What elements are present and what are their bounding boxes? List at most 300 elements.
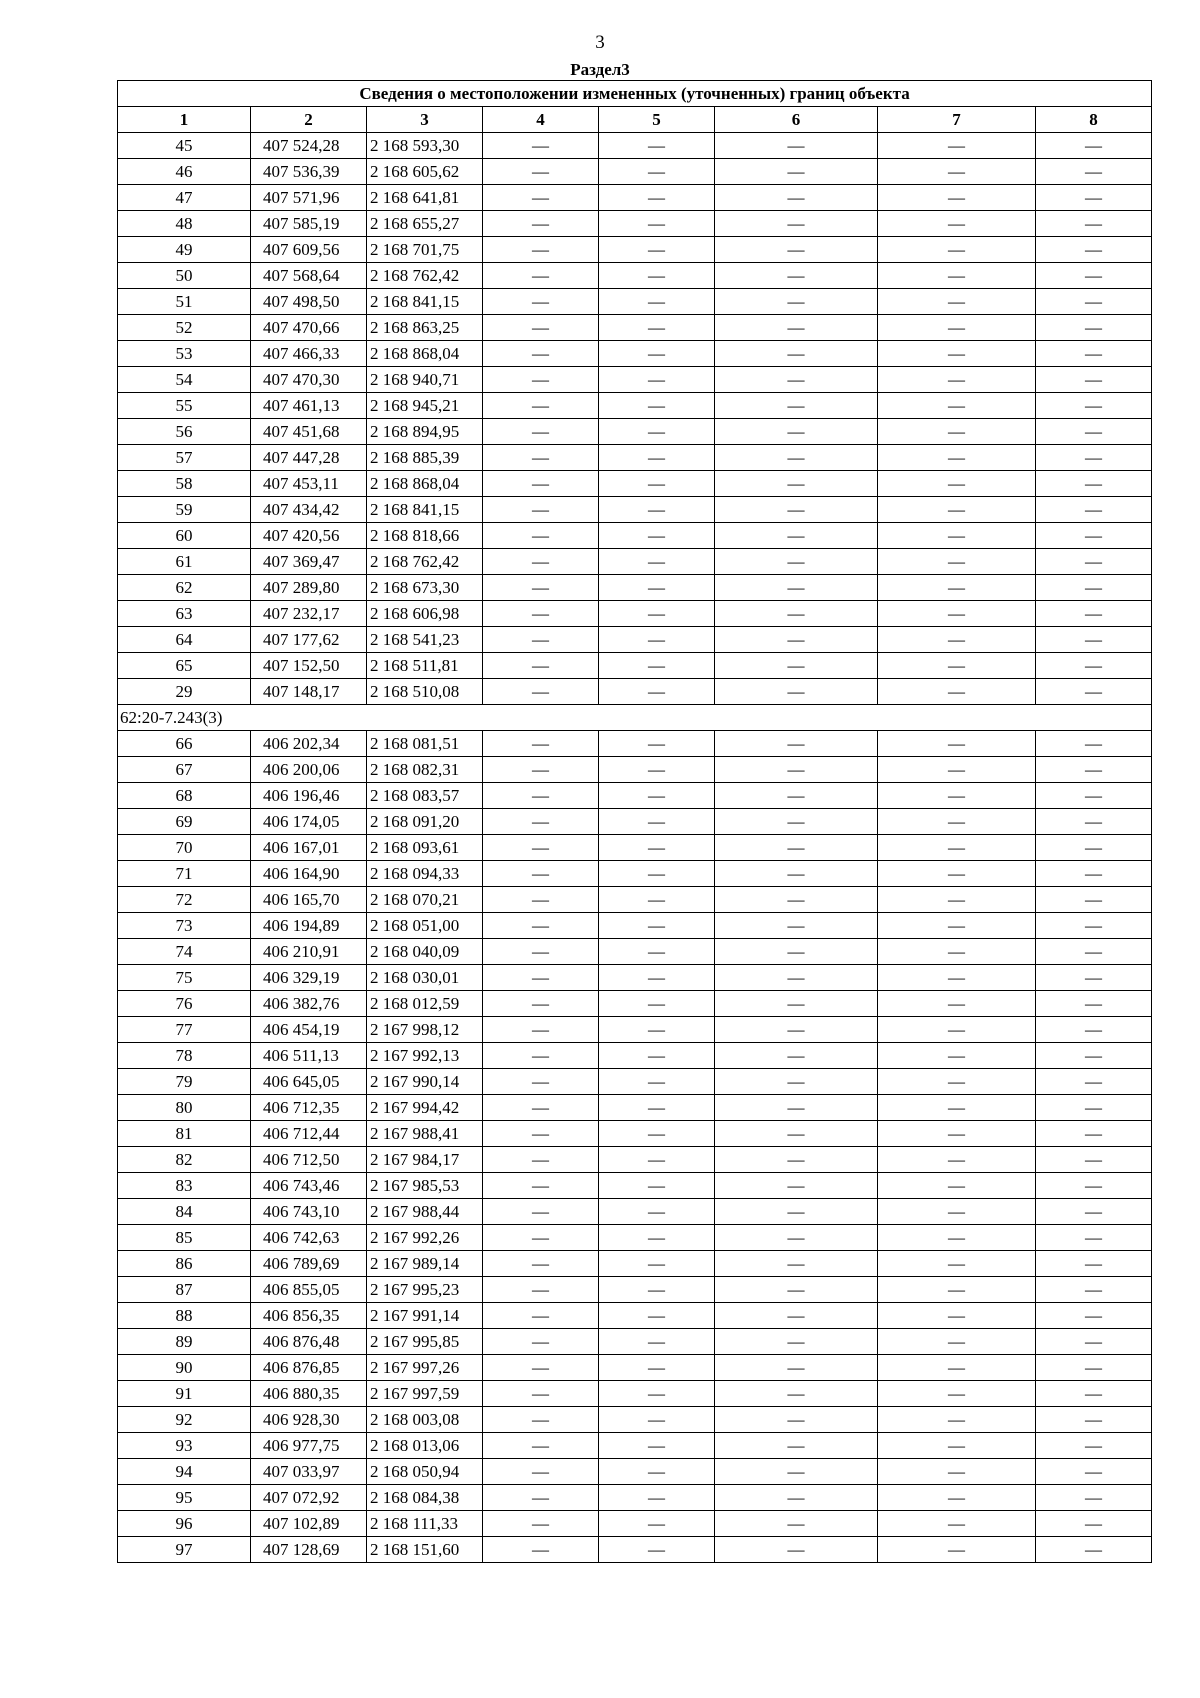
dash-cell: — bbox=[715, 263, 878, 289]
dash-cell: — bbox=[878, 315, 1036, 341]
dash-cell: — bbox=[1036, 237, 1152, 263]
table-row bbox=[118, 133, 1152, 159]
x-coordinate-cell: 407 232,17 bbox=[251, 601, 367, 627]
table-row bbox=[118, 263, 1152, 289]
point-number-cell: 80 bbox=[118, 1095, 251, 1121]
dash-cell: — bbox=[715, 471, 878, 497]
dash-cell: — bbox=[878, 861, 1036, 887]
dash-cell: — bbox=[715, 1511, 878, 1537]
dash-cell: — bbox=[1036, 1329, 1152, 1355]
y-coordinate-cell: 2 167 992,26 bbox=[367, 1225, 483, 1251]
dash-cell: — bbox=[715, 913, 878, 939]
dash-cell: — bbox=[1036, 1225, 1152, 1251]
point-number-cell: 88 bbox=[118, 1303, 251, 1329]
dash-cell: — bbox=[878, 133, 1036, 159]
x-coordinate-cell: 407 072,92 bbox=[251, 1485, 367, 1511]
dash-cell: — bbox=[599, 1277, 715, 1303]
dash-cell: — bbox=[878, 601, 1036, 627]
x-coordinate-cell: 406 876,85 bbox=[251, 1355, 367, 1381]
dash-cell: — bbox=[599, 289, 715, 315]
dash-cell: — bbox=[483, 1121, 599, 1147]
point-number-cell: 63 bbox=[118, 601, 251, 627]
x-coordinate-cell: 407 102,89 bbox=[251, 1511, 367, 1537]
dash-cell: — bbox=[483, 601, 599, 627]
dash-cell: — bbox=[599, 393, 715, 419]
point-number-cell: 55 bbox=[118, 393, 251, 419]
dash-cell: — bbox=[878, 1225, 1036, 1251]
point-number-cell: 47 bbox=[118, 185, 251, 211]
dash-cell: — bbox=[483, 1355, 599, 1381]
y-coordinate-cell: 2 168 510,08 bbox=[367, 679, 483, 705]
dash-cell: — bbox=[483, 861, 599, 887]
dash-cell: — bbox=[1036, 445, 1152, 471]
x-coordinate-cell: 407 609,56 bbox=[251, 237, 367, 263]
dash-cell: — bbox=[878, 1095, 1036, 1121]
dash-cell: — bbox=[599, 731, 715, 757]
dash-cell: — bbox=[1036, 263, 1152, 289]
table-row bbox=[118, 1043, 1152, 1069]
x-coordinate-cell: 407 289,80 bbox=[251, 575, 367, 601]
dash-cell: — bbox=[878, 523, 1036, 549]
y-coordinate-cell: 2 168 605,62 bbox=[367, 159, 483, 185]
point-number-cell: 67 bbox=[118, 757, 251, 783]
dash-cell: — bbox=[599, 1147, 715, 1173]
dash-cell: — bbox=[599, 445, 715, 471]
x-coordinate-cell: 406 164,90 bbox=[251, 861, 367, 887]
dash-cell: — bbox=[715, 731, 878, 757]
dash-cell: — bbox=[483, 1225, 599, 1251]
table-row bbox=[118, 627, 1152, 653]
dash-cell: — bbox=[599, 185, 715, 211]
dash-cell: — bbox=[715, 1173, 878, 1199]
point-number-cell: 73 bbox=[118, 913, 251, 939]
dash-cell: — bbox=[1036, 1069, 1152, 1095]
dash-cell: — bbox=[483, 549, 599, 575]
dash-cell: — bbox=[715, 601, 878, 627]
dash-cell: — bbox=[878, 965, 1036, 991]
dash-cell: — bbox=[878, 1303, 1036, 1329]
dash-cell: — bbox=[599, 627, 715, 653]
table-row bbox=[118, 809, 1152, 835]
dash-cell: — bbox=[878, 1147, 1036, 1173]
y-coordinate-cell: 2 168 818,66 bbox=[367, 523, 483, 549]
y-coordinate-cell: 2 168 013,06 bbox=[367, 1433, 483, 1459]
point-number-cell: 66 bbox=[118, 731, 251, 757]
y-coordinate-cell: 2 168 655,27 bbox=[367, 211, 483, 237]
dash-cell: — bbox=[715, 1329, 878, 1355]
dash-cell: — bbox=[1036, 1355, 1152, 1381]
dash-cell: — bbox=[1036, 211, 1152, 237]
table-row bbox=[118, 653, 1152, 679]
y-coordinate-cell: 2 168 885,39 bbox=[367, 445, 483, 471]
dash-cell: — bbox=[1036, 653, 1152, 679]
dash-cell: — bbox=[1036, 419, 1152, 445]
dash-cell: — bbox=[599, 1043, 715, 1069]
x-coordinate-cell: 407 466,33 bbox=[251, 341, 367, 367]
table-row bbox=[118, 315, 1152, 341]
dash-cell: — bbox=[715, 887, 878, 913]
dash-cell: — bbox=[483, 367, 599, 393]
dash-cell: — bbox=[878, 1199, 1036, 1225]
table-row bbox=[118, 1511, 1152, 1537]
column-header: 2 bbox=[251, 107, 367, 133]
y-coordinate-cell: 2 167 990,14 bbox=[367, 1069, 483, 1095]
column-header: 5 bbox=[599, 107, 715, 133]
point-number-cell: 79 bbox=[118, 1069, 251, 1095]
dash-cell: — bbox=[599, 679, 715, 705]
dash-cell: — bbox=[878, 497, 1036, 523]
dash-cell: — bbox=[1036, 1433, 1152, 1459]
table-row bbox=[118, 393, 1152, 419]
table-row bbox=[118, 1537, 1152, 1563]
y-coordinate-cell: 2 167 988,41 bbox=[367, 1121, 483, 1147]
dash-cell: — bbox=[483, 263, 599, 289]
column-header: 6 bbox=[715, 107, 878, 133]
x-coordinate-cell: 407 461,13 bbox=[251, 393, 367, 419]
y-coordinate-cell: 2 168 641,81 bbox=[367, 185, 483, 211]
dash-cell: — bbox=[483, 419, 599, 445]
dash-cell: — bbox=[1036, 965, 1152, 991]
dash-cell: — bbox=[715, 965, 878, 991]
dash-cell: — bbox=[483, 497, 599, 523]
table-row bbox=[118, 835, 1152, 861]
dash-cell: — bbox=[715, 419, 878, 445]
dash-cell: — bbox=[1036, 1173, 1152, 1199]
table-row bbox=[118, 1173, 1152, 1199]
dash-cell: — bbox=[1036, 835, 1152, 861]
dash-cell: — bbox=[715, 835, 878, 861]
table-row bbox=[118, 1329, 1152, 1355]
y-coordinate-cell: 2 168 673,30 bbox=[367, 575, 483, 601]
dash-cell: — bbox=[715, 627, 878, 653]
x-coordinate-cell: 407 148,17 bbox=[251, 679, 367, 705]
dash-cell: — bbox=[483, 1147, 599, 1173]
dash-cell: — bbox=[715, 1381, 878, 1407]
point-number-cell: 89 bbox=[118, 1329, 251, 1355]
x-coordinate-cell: 406 712,50 bbox=[251, 1147, 367, 1173]
y-coordinate-cell: 2 168 863,25 bbox=[367, 315, 483, 341]
dash-cell: — bbox=[599, 1511, 715, 1537]
table-row bbox=[118, 1407, 1152, 1433]
point-number-cell: 75 bbox=[118, 965, 251, 991]
x-coordinate-cell: 406 712,44 bbox=[251, 1121, 367, 1147]
column-header: 8 bbox=[1036, 107, 1152, 133]
dash-cell: — bbox=[483, 913, 599, 939]
dash-cell: — bbox=[483, 1329, 599, 1355]
point-number-cell: 53 bbox=[118, 341, 251, 367]
dash-cell: — bbox=[483, 523, 599, 549]
x-coordinate-cell: 407 536,39 bbox=[251, 159, 367, 185]
table-body bbox=[118, 133, 1152, 1563]
dash-cell: — bbox=[483, 1459, 599, 1485]
dash-cell: — bbox=[1036, 1407, 1152, 1433]
dash-cell: — bbox=[1036, 497, 1152, 523]
dash-cell: — bbox=[715, 523, 878, 549]
dash-cell: — bbox=[599, 315, 715, 341]
point-number-cell: 65 bbox=[118, 653, 251, 679]
dash-cell: — bbox=[878, 1329, 1036, 1355]
table-row bbox=[118, 549, 1152, 575]
dash-cell: — bbox=[715, 575, 878, 601]
dash-cell: — bbox=[599, 471, 715, 497]
dash-cell: — bbox=[599, 497, 715, 523]
y-coordinate-cell: 2 168 081,51 bbox=[367, 731, 483, 757]
dash-cell: — bbox=[878, 263, 1036, 289]
table-row bbox=[118, 679, 1152, 705]
y-coordinate-cell: 2 168 082,31 bbox=[367, 757, 483, 783]
dash-cell: — bbox=[715, 1121, 878, 1147]
dash-cell: — bbox=[878, 1277, 1036, 1303]
y-coordinate-cell: 2 168 151,60 bbox=[367, 1537, 483, 1563]
dash-cell: — bbox=[1036, 367, 1152, 393]
dash-cell: — bbox=[1036, 1199, 1152, 1225]
x-coordinate-cell: 407 447,28 bbox=[251, 445, 367, 471]
table-row bbox=[118, 367, 1152, 393]
point-number-cell: 62 bbox=[118, 575, 251, 601]
column-header-row bbox=[118, 107, 1152, 133]
dash-cell: — bbox=[599, 523, 715, 549]
dash-cell: — bbox=[878, 991, 1036, 1017]
dash-cell: — bbox=[715, 1277, 878, 1303]
dash-cell: — bbox=[599, 809, 715, 835]
dash-cell: — bbox=[1036, 1147, 1152, 1173]
x-coordinate-cell: 407 568,64 bbox=[251, 263, 367, 289]
dash-cell: — bbox=[483, 1017, 599, 1043]
dash-cell: — bbox=[483, 835, 599, 861]
dash-cell: — bbox=[1036, 1095, 1152, 1121]
x-coordinate-cell: 406 454,19 bbox=[251, 1017, 367, 1043]
table-row bbox=[118, 1095, 1152, 1121]
dash-cell: — bbox=[599, 1095, 715, 1121]
point-number-cell: 58 bbox=[118, 471, 251, 497]
dash-cell: — bbox=[715, 861, 878, 887]
y-coordinate-cell: 2 168 012,59 bbox=[367, 991, 483, 1017]
y-coordinate-cell: 2 168 841,15 bbox=[367, 289, 483, 315]
dash-cell: — bbox=[715, 159, 878, 185]
dash-cell: — bbox=[878, 185, 1036, 211]
dash-cell: — bbox=[878, 887, 1036, 913]
dash-cell: — bbox=[1036, 315, 1152, 341]
table-row bbox=[118, 185, 1152, 211]
dash-cell: — bbox=[715, 1459, 878, 1485]
dash-cell: — bbox=[878, 341, 1036, 367]
point-number-cell: 64 bbox=[118, 627, 251, 653]
column-header: 4 bbox=[483, 107, 599, 133]
dash-cell: — bbox=[599, 1173, 715, 1199]
dash-cell: — bbox=[878, 1433, 1036, 1459]
dash-cell: — bbox=[483, 1511, 599, 1537]
dash-cell: — bbox=[715, 445, 878, 471]
point-number-cell: 85 bbox=[118, 1225, 251, 1251]
dash-cell: — bbox=[878, 1173, 1036, 1199]
y-coordinate-cell: 2 168 894,95 bbox=[367, 419, 483, 445]
dash-cell: — bbox=[483, 1407, 599, 1433]
y-coordinate-cell: 2 168 083,57 bbox=[367, 783, 483, 809]
dash-cell: — bbox=[715, 1303, 878, 1329]
y-coordinate-cell: 2 168 701,75 bbox=[367, 237, 483, 263]
table-row bbox=[118, 887, 1152, 913]
x-coordinate-cell: 406 855,05 bbox=[251, 1277, 367, 1303]
x-coordinate-cell: 407 498,50 bbox=[251, 289, 367, 315]
table-row bbox=[118, 1459, 1152, 1485]
table-row bbox=[118, 237, 1152, 263]
dash-cell: — bbox=[599, 1485, 715, 1511]
dash-cell: — bbox=[599, 263, 715, 289]
x-coordinate-cell: 406 202,34 bbox=[251, 731, 367, 757]
y-coordinate-cell: 2 167 997,26 bbox=[367, 1355, 483, 1381]
point-number-cell: 54 bbox=[118, 367, 251, 393]
table-row bbox=[118, 861, 1152, 887]
table-row bbox=[118, 1303, 1152, 1329]
dash-cell: — bbox=[599, 835, 715, 861]
dash-cell: — bbox=[715, 1433, 878, 1459]
dash-cell: — bbox=[878, 783, 1036, 809]
point-number-cell: 92 bbox=[118, 1407, 251, 1433]
x-coordinate-cell: 406 645,05 bbox=[251, 1069, 367, 1095]
group-label: 62:20-7.243(3) bbox=[118, 705, 1152, 731]
dash-cell: — bbox=[599, 783, 715, 809]
dash-cell: — bbox=[878, 1511, 1036, 1537]
dash-cell: — bbox=[1036, 1017, 1152, 1043]
dash-cell: — bbox=[483, 809, 599, 835]
dash-cell: — bbox=[483, 315, 599, 341]
dash-cell: — bbox=[878, 809, 1036, 835]
x-coordinate-cell: 406 382,76 bbox=[251, 991, 367, 1017]
y-coordinate-cell: 2 168 945,21 bbox=[367, 393, 483, 419]
y-coordinate-cell: 2 168 040,09 bbox=[367, 939, 483, 965]
x-coordinate-cell: 406 789,69 bbox=[251, 1251, 367, 1277]
table-row bbox=[118, 1017, 1152, 1043]
y-coordinate-cell: 2 168 762,42 bbox=[367, 549, 483, 575]
dash-cell: — bbox=[878, 1485, 1036, 1511]
point-number-cell: 29 bbox=[118, 679, 251, 705]
dash-cell: — bbox=[878, 1043, 1036, 1069]
dash-cell: — bbox=[1036, 1381, 1152, 1407]
y-coordinate-cell: 2 168 050,94 bbox=[367, 1459, 483, 1485]
dash-cell: — bbox=[483, 939, 599, 965]
x-coordinate-cell: 406 977,75 bbox=[251, 1433, 367, 1459]
dash-cell: — bbox=[483, 1069, 599, 1095]
dash-cell: — bbox=[483, 1537, 599, 1563]
dash-cell: — bbox=[483, 757, 599, 783]
dash-cell: — bbox=[715, 757, 878, 783]
point-number-cell: 81 bbox=[118, 1121, 251, 1147]
dash-cell: — bbox=[483, 211, 599, 237]
point-number-cell: 71 bbox=[118, 861, 251, 887]
table-row bbox=[118, 419, 1152, 445]
dash-cell: — bbox=[878, 1537, 1036, 1563]
point-number-cell: 97 bbox=[118, 1537, 251, 1563]
dash-cell: — bbox=[599, 887, 715, 913]
point-number-cell: 48 bbox=[118, 211, 251, 237]
dash-cell: — bbox=[715, 653, 878, 679]
dash-cell: — bbox=[599, 601, 715, 627]
dash-cell: — bbox=[715, 289, 878, 315]
dash-cell: — bbox=[483, 783, 599, 809]
table-title-row bbox=[118, 81, 1152, 107]
y-coordinate-cell: 2 168 084,38 bbox=[367, 1485, 483, 1511]
y-coordinate-cell: 2 167 991,14 bbox=[367, 1303, 483, 1329]
point-number-cell: 56 bbox=[118, 419, 251, 445]
dash-cell: — bbox=[715, 497, 878, 523]
dash-cell: — bbox=[599, 1407, 715, 1433]
dash-cell: — bbox=[1036, 1459, 1152, 1485]
dash-cell: — bbox=[1036, 341, 1152, 367]
x-coordinate-cell: 407 585,19 bbox=[251, 211, 367, 237]
dash-cell: — bbox=[878, 939, 1036, 965]
dash-cell: — bbox=[599, 575, 715, 601]
dash-cell: — bbox=[483, 1199, 599, 1225]
dash-cell: — bbox=[715, 1251, 878, 1277]
dash-cell: — bbox=[1036, 393, 1152, 419]
x-coordinate-cell: 406 174,05 bbox=[251, 809, 367, 835]
dash-cell: — bbox=[878, 1381, 1036, 1407]
dash-cell: — bbox=[715, 1043, 878, 1069]
dash-cell: — bbox=[599, 653, 715, 679]
y-coordinate-cell: 2 167 994,42 bbox=[367, 1095, 483, 1121]
dash-cell: — bbox=[1036, 627, 1152, 653]
x-coordinate-cell: 406 511,13 bbox=[251, 1043, 367, 1069]
dash-cell: — bbox=[715, 783, 878, 809]
x-coordinate-cell: 406 200,06 bbox=[251, 757, 367, 783]
dash-cell: — bbox=[1036, 133, 1152, 159]
dash-cell: — bbox=[483, 1095, 599, 1121]
x-coordinate-cell: 406 167,01 bbox=[251, 835, 367, 861]
table-row bbox=[118, 913, 1152, 939]
dash-cell: — bbox=[483, 1303, 599, 1329]
dash-cell: — bbox=[878, 445, 1036, 471]
y-coordinate-cell: 2 168 093,61 bbox=[367, 835, 483, 861]
y-coordinate-cell: 2 168 094,33 bbox=[367, 861, 483, 887]
dash-cell: — bbox=[483, 627, 599, 653]
dash-cell: — bbox=[878, 367, 1036, 393]
point-number-cell: 78 bbox=[118, 1043, 251, 1069]
point-number-cell: 91 bbox=[118, 1381, 251, 1407]
dash-cell: — bbox=[599, 1329, 715, 1355]
dash-cell: — bbox=[878, 1017, 1036, 1043]
x-coordinate-cell: 407 177,62 bbox=[251, 627, 367, 653]
table-row bbox=[118, 965, 1152, 991]
table-row bbox=[118, 601, 1152, 627]
point-number-cell: 45 bbox=[118, 133, 251, 159]
dash-cell: — bbox=[1036, 861, 1152, 887]
dash-cell: — bbox=[878, 289, 1036, 315]
table-row bbox=[118, 341, 1152, 367]
table-row bbox=[118, 1251, 1152, 1277]
y-coordinate-cell: 2 168 511,81 bbox=[367, 653, 483, 679]
dash-cell: — bbox=[483, 1485, 599, 1511]
x-coordinate-cell: 406 876,48 bbox=[251, 1329, 367, 1355]
dash-cell: — bbox=[599, 1381, 715, 1407]
point-number-cell: 70 bbox=[118, 835, 251, 861]
x-coordinate-cell: 407 434,42 bbox=[251, 497, 367, 523]
point-number-cell: 86 bbox=[118, 1251, 251, 1277]
point-number-cell: 50 bbox=[118, 263, 251, 289]
y-coordinate-cell: 2 167 995,85 bbox=[367, 1329, 483, 1355]
dash-cell: — bbox=[1036, 913, 1152, 939]
table-row bbox=[118, 1381, 1152, 1407]
dash-cell: — bbox=[715, 341, 878, 367]
dash-cell: — bbox=[1036, 809, 1152, 835]
y-coordinate-cell: 2 168 606,98 bbox=[367, 601, 483, 627]
point-number-cell: 60 bbox=[118, 523, 251, 549]
dash-cell: — bbox=[878, 913, 1036, 939]
dash-cell: — bbox=[878, 1407, 1036, 1433]
dash-cell: — bbox=[483, 185, 599, 211]
dash-cell: — bbox=[483, 341, 599, 367]
column-header: 7 bbox=[878, 107, 1036, 133]
dash-cell: — bbox=[1036, 939, 1152, 965]
